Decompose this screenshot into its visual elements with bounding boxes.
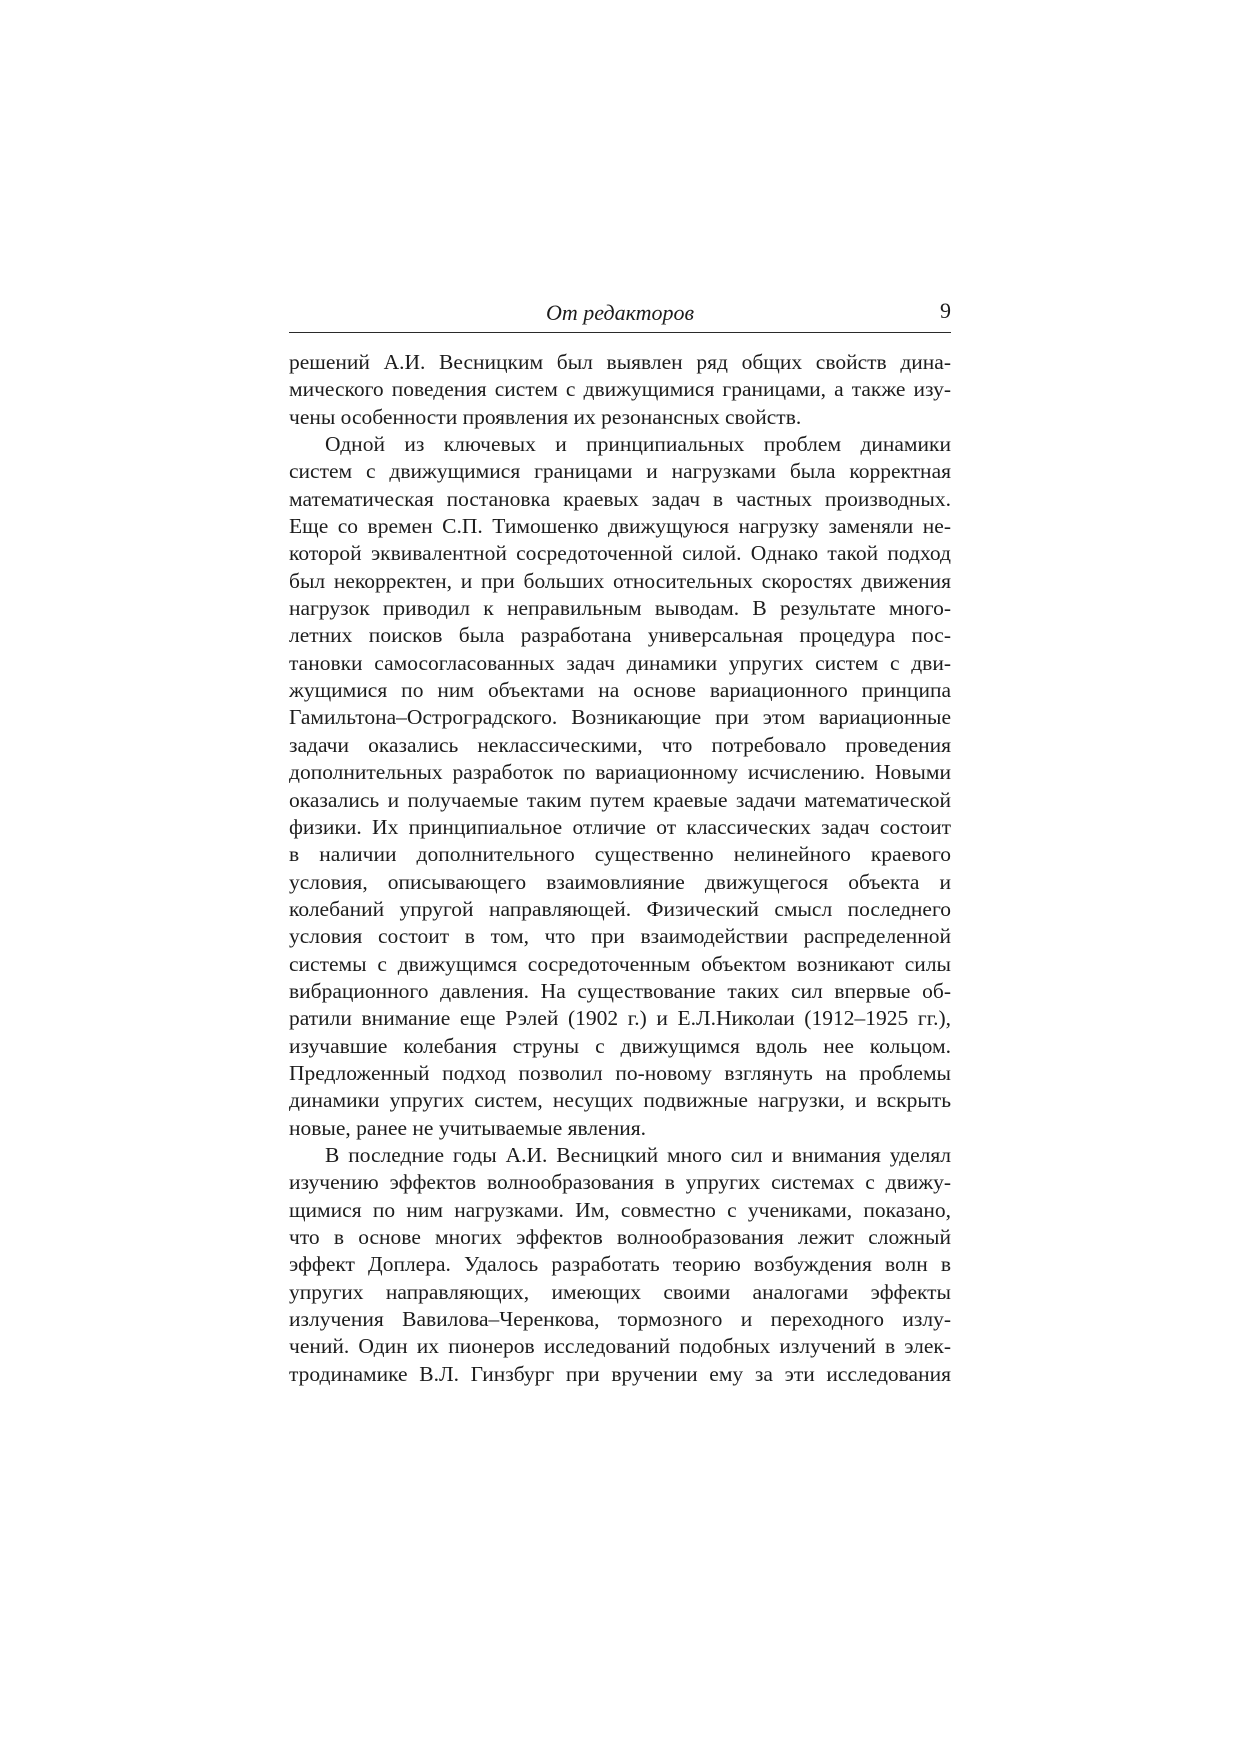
- text-line: колебаний упругой направляющей. Физический смысл последнего: [289, 896, 951, 921]
- text-line: ратили внимание еще Рэлей (1902 г.) и Е.Л.Николаи (1912–1925 гг.),: [289, 1006, 951, 1031]
- text-line: чены особенности проявления их резонансных свойств.: [289, 404, 802, 429]
- text-line: Одной из ключевых и принципиальных проблем динамики: [325, 432, 951, 457]
- text-line: жущимися по ним объектами на основе вариационного принципа: [289, 678, 951, 703]
- text-line: упругих направляющих, имеющих своими аналогами эффекты: [289, 1279, 951, 1304]
- text-line: динамики упругих систем, несущих подвижные нагрузки, и вскрыть: [289, 1088, 951, 1113]
- text-line: эффект Доплера. Удалось разработать теорию возбуждения волн в: [289, 1252, 951, 1277]
- text-line: систем с движущимися границами и нагрузками была корректная: [289, 459, 951, 484]
- text-line: решений А.И. Весницким был выявлен ряд общих свойств дина-: [289, 350, 951, 374]
- text-line: В последние годы А.И. Весницкий много сил и внимания уделял: [325, 1142, 951, 1167]
- text-line: дополнительных разработок по вариационному исчислению. Новыми: [289, 760, 951, 785]
- text-line: вибрационного давления. На существование таких сил впервые об-: [289, 978, 951, 1003]
- text-line: задачи оказались неклассическими, что потребовало проведения: [289, 732, 951, 757]
- book-page: [289, 298, 951, 1388]
- text-line: математическая постановка краевых задач в частных производных.: [289, 486, 951, 511]
- text-line: Гамильтона–Остроградского. Возникающие при этом вариационные: [289, 705, 951, 730]
- paragraph: [289, 431, 951, 1142]
- text-line: условия, описывающего взаимовлияние движущегося объекта и: [289, 869, 951, 894]
- text-line: излучения Вавилова–Черенкова, тормозного и переходного излу-: [289, 1307, 951, 1332]
- text-line: щимися по ним нагрузками. Им, совместно с учениками, показано,: [289, 1197, 951, 1222]
- text-line: был некорректен, и при больших относительных скоростях движения: [289, 568, 951, 593]
- body-text: [289, 349, 951, 1388]
- text-line: изучавшие колебания струны с движущимся вдоль нее кольцом.: [289, 1033, 951, 1058]
- text-line: физики. Их принципиальное отличие от классических задач состоит: [289, 814, 951, 839]
- text-line: летних поисков была разработана универсальная процедура пос-: [289, 623, 951, 648]
- paragraph: [289, 1142, 951, 1388]
- text-line: Предложенный подход позволил по-новому взглянуть на проблемы: [289, 1060, 951, 1085]
- paragraph: [289, 349, 951, 431]
- text-line: что в основе многих эффектов волнообразования лежит сложный: [289, 1225, 951, 1249]
- text-line: тановки самосогласованных задач динамики упругих систем с дви-: [289, 650, 951, 675]
- text-line: мического поведения систем с движущимися границами, а также изу-: [289, 377, 951, 402]
- text-line: чений. Один их пионеров исследований подобных излучений в элек-: [289, 1334, 951, 1359]
- text-line: Еще со времен С.П. Тимошенко движущуюся нагрузку заменяли не-: [289, 514, 951, 539]
- running-title: От редакторов: [545, 300, 695, 325]
- text-line: оказались и получаемые таким путем краевые задачи математической: [289, 787, 951, 812]
- text-line: системы с движущимся сосредоточенным объектом возникают силы: [289, 951, 951, 976]
- running-head: [289, 298, 951, 333]
- text-line: условия состоит в том, что при взаимодействии распределенной: [289, 924, 951, 949]
- text-line: изучению эффектов волнообразования в упругих системах с движу-: [289, 1170, 951, 1195]
- page-number: 9: [940, 298, 951, 323]
- text-line: которой эквивалентной сосредоточенной силой. Однако такой подход: [289, 541, 951, 566]
- text-line: в наличии дополнительного существенно нелинейного краевого: [289, 842, 951, 867]
- text-line: новые, ранее не учитываемые явления.: [289, 1115, 646, 1140]
- text-line: нагрузок приводил к неправильным выводам. В результате много-: [289, 596, 951, 621]
- text-line: тродинамике В.Л. Гинзбург при вручении ему за эти исследования: [289, 1361, 951, 1386]
